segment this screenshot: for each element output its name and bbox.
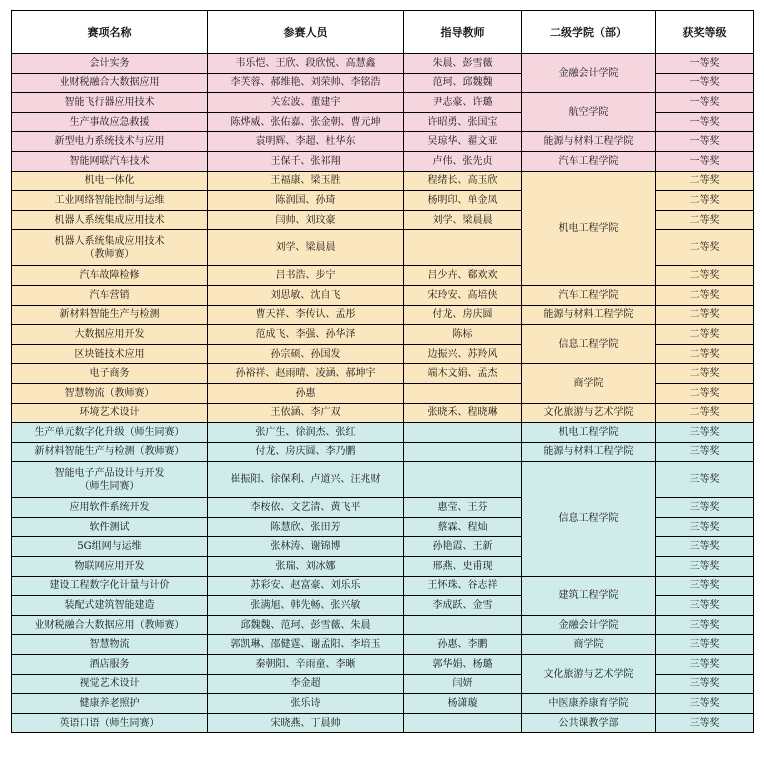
header-contest: 赛项名称 xyxy=(12,11,208,54)
members-cell: 王福康、梁玉胜 xyxy=(208,171,404,191)
members-cell: 王依涵、李广双 xyxy=(208,403,404,423)
teachers-cell: 惠莹、王芬 xyxy=(404,498,522,518)
college-cell: 信息工程学院 xyxy=(522,462,656,576)
members-cell: 陈润国、孙琦 xyxy=(208,191,404,211)
members-cell: 吕书浩、步宁 xyxy=(208,266,404,286)
award-cell: 三等奖 xyxy=(656,517,754,537)
contest-cell: 5G组网与运维 xyxy=(12,537,208,557)
award-cell: 三等奖 xyxy=(656,537,754,557)
award-cell: 二等奖 xyxy=(656,266,754,286)
award-cell: 三等奖 xyxy=(656,674,754,694)
contest-cell: 生产单元数字化升级（师生同赛） xyxy=(12,423,208,443)
table-row xyxy=(12,615,754,635)
table-row xyxy=(12,576,754,596)
members-cell: 韦乐恺、王欣、段欣悦、高慧鑫 xyxy=(208,54,404,74)
teachers-cell: 吕少卉、郗欢欢 xyxy=(404,266,522,286)
header-award: 获奖等级 xyxy=(656,11,754,54)
members-cell: 王保千、张祁翔 xyxy=(208,151,404,171)
contest-cell: 物联网应用开发 xyxy=(12,557,208,577)
contest-cell: 新材料智能生产与检测 xyxy=(12,305,208,325)
table-row xyxy=(12,655,754,675)
teachers-cell: 蔡霖、程灿 xyxy=(404,517,522,537)
contest-cell: 区块链技术应用 xyxy=(12,344,208,364)
award-cell: 三等奖 xyxy=(656,576,754,596)
college-cell: 航空学院 xyxy=(522,93,656,132)
college-cell: 汽车工程学院 xyxy=(522,285,656,305)
college-cell: 机电工程学院 xyxy=(522,171,656,285)
contest-cell: 业财税融合大数据应用 xyxy=(12,73,208,93)
contest-cell: 智能网联汽车技术 xyxy=(12,151,208,171)
teachers-cell: 付龙、房庆圆 xyxy=(404,305,522,325)
college-cell: 能源与材料工程学院 xyxy=(522,442,656,462)
members-cell: 闫帅、刘玟豪 xyxy=(208,210,404,230)
contest-cell: 智慧物流 xyxy=(12,635,208,655)
contest-cell: 电子商务 xyxy=(12,364,208,384)
table-row xyxy=(12,132,754,152)
contest-cell: 智能飞行器应用技术 xyxy=(12,93,208,113)
college-cell: 金融会计学院 xyxy=(522,615,656,635)
college-cell: 金融会计学院 xyxy=(522,54,656,93)
teachers-cell: 范珂、邱魏魏 xyxy=(404,73,522,93)
contest-cell: 英语口语（师生同赛） xyxy=(12,713,208,733)
college-cell: 商学院 xyxy=(522,635,656,655)
awards-table xyxy=(11,10,754,733)
teachers-cell xyxy=(404,230,522,266)
teachers-cell: 尹志豪、许璐 xyxy=(404,93,522,113)
college-cell: 商学院 xyxy=(522,364,656,403)
award-cell: 二等奖 xyxy=(656,403,754,423)
contest-cell: 新型电力系统技术与应用 xyxy=(12,132,208,152)
award-cell: 三等奖 xyxy=(656,635,754,655)
award-cell: 一等奖 xyxy=(656,73,754,93)
members-cell: 曹天祥、李传认、孟彤 xyxy=(208,305,404,325)
table-row xyxy=(12,694,754,714)
contest-cell: 大数据应用开发 xyxy=(12,325,208,345)
members-cell: 张瑞、刘冰娜 xyxy=(208,557,404,577)
award-cell: 三等奖 xyxy=(656,462,754,498)
teachers-cell: 陈标 xyxy=(404,325,522,345)
header-teachers: 指导教师 xyxy=(404,11,522,54)
contest-cell: 新材料智能生产与检测（教师赛） xyxy=(12,442,208,462)
table-row xyxy=(12,423,754,443)
award-cell: 三等奖 xyxy=(656,498,754,518)
teachers-cell: 刘学、梁晨晨 xyxy=(404,210,522,230)
teachers-cell xyxy=(404,383,522,403)
teachers-cell: 郭华娟、杨璐 xyxy=(404,655,522,675)
teachers-cell: 王怀珠、谷志祥 xyxy=(404,576,522,596)
award-cell: 二等奖 xyxy=(656,191,754,211)
table-row xyxy=(12,93,754,113)
award-cell: 二等奖 xyxy=(656,210,754,230)
award-cell: 一等奖 xyxy=(656,132,754,152)
contest-cell: 生产事故应急救援 xyxy=(12,112,208,132)
teachers-cell: 卢伟、张先贞 xyxy=(404,151,522,171)
award-cell: 二等奖 xyxy=(656,364,754,384)
college-cell: 能源与材料工程学院 xyxy=(522,305,656,325)
table-row xyxy=(12,713,754,733)
award-cell: 二等奖 xyxy=(656,344,754,364)
teachers-cell: 孙惠、李鹏 xyxy=(404,635,522,655)
teachers-cell: 闫妍 xyxy=(404,674,522,694)
members-cell: 张林涛、谢锦博 xyxy=(208,537,404,557)
table-row xyxy=(12,462,754,498)
college-cell: 文化旅游与艺术学院 xyxy=(522,403,656,423)
college-cell: 机电工程学院 xyxy=(522,423,656,443)
teachers-cell: 李成跃、金雪 xyxy=(404,596,522,616)
teachers-cell: 张晓禾、程晓琳 xyxy=(404,403,522,423)
teachers-cell: 邢燕、史甫现 xyxy=(404,557,522,577)
teachers-cell xyxy=(404,423,522,443)
table-row xyxy=(12,635,754,655)
members-cell: 孙惠 xyxy=(208,383,404,403)
college-cell: 公共课教学部 xyxy=(522,713,656,733)
members-cell: 秦朝阳、辛雨童、李晰 xyxy=(208,655,404,675)
award-cell: 二等奖 xyxy=(656,230,754,266)
table-row xyxy=(12,285,754,305)
contest-cell: 软件测试 xyxy=(12,517,208,537)
contest-cell: 智能电子产品设计与开发 （师生同赛） xyxy=(12,462,208,498)
members-cell: 郭凯琳、邵健霆、谢孟阳、李培玉 xyxy=(208,635,404,655)
members-cell: 李芙蓉、郝维艳、刘荣帅、李铭浩 xyxy=(208,73,404,93)
members-cell: 张乐诗 xyxy=(208,694,404,714)
table-row xyxy=(12,364,754,384)
college-cell: 建筑工程学院 xyxy=(522,576,656,615)
award-cell: 二等奖 xyxy=(656,171,754,191)
college-cell: 信息工程学院 xyxy=(522,325,656,364)
teachers-cell: 边振兴、苏羚风 xyxy=(404,344,522,364)
college-cell: 中医康养康育学院 xyxy=(522,694,656,714)
award-cell: 二等奖 xyxy=(656,305,754,325)
members-cell: 范成飞、李强、孙华泽 xyxy=(208,325,404,345)
award-cell: 三等奖 xyxy=(656,655,754,675)
award-cell: 三等奖 xyxy=(656,694,754,714)
award-cell: 一等奖 xyxy=(656,93,754,113)
header-members: 参赛人员 xyxy=(208,11,404,54)
contest-cell: 业财税融合大数据应用（教师赛） xyxy=(12,615,208,635)
members-cell: 袁明辉、李超、杜华东 xyxy=(208,132,404,152)
contest-cell: 机器人系统集成应用技术 （教师赛） xyxy=(12,230,208,266)
award-cell: 二等奖 xyxy=(656,285,754,305)
members-cell: 张满旭、韩先畅、张兴敏 xyxy=(208,596,404,616)
teachers-cell: 杨明印、单金凤 xyxy=(404,191,522,211)
members-cell: 邱魏魏、范珂、彭雪薇、朱晨 xyxy=(208,615,404,635)
table-row xyxy=(12,151,754,171)
teachers-cell: 杨潇璇 xyxy=(404,694,522,714)
contest-cell: 工业网络智能控制与运维 xyxy=(12,191,208,211)
table-row xyxy=(12,325,754,345)
contest-cell: 机器人系统集成应用技术 xyxy=(12,210,208,230)
members-cell: 宋晓燕、丁晨帅 xyxy=(208,713,404,733)
members-cell: 陈慧欣、张田芳 xyxy=(208,517,404,537)
table-row xyxy=(12,305,754,325)
college-cell: 文化旅游与艺术学院 xyxy=(522,655,656,694)
award-cell: 二等奖 xyxy=(656,325,754,345)
table-row xyxy=(12,442,754,462)
members-cell: 关宏波、董建宇 xyxy=(208,93,404,113)
table-row xyxy=(12,403,754,423)
teachers-cell: 端木文娟、孟杰 xyxy=(404,364,522,384)
teachers-cell xyxy=(404,462,522,498)
teachers-cell xyxy=(404,442,522,462)
contest-cell: 环境艺术设计 xyxy=(12,403,208,423)
members-cell: 李金超 xyxy=(208,674,404,694)
contest-cell: 建设工程数字化计量与计价 xyxy=(12,576,208,596)
contest-cell: 健康养老照护 xyxy=(12,694,208,714)
members-cell: 付龙、房庆圆、李乃鹏 xyxy=(208,442,404,462)
table-row xyxy=(12,54,754,74)
contest-cell: 汽车故障检修 xyxy=(12,266,208,286)
members-cell: 刘学、梁晨晨 xyxy=(208,230,404,266)
award-cell: 一等奖 xyxy=(656,151,754,171)
contest-cell: 汽车营销 xyxy=(12,285,208,305)
table-body xyxy=(12,54,754,733)
teachers-cell xyxy=(404,615,522,635)
table-row xyxy=(12,171,754,191)
members-cell: 陈烨威、张佑嘉、张金朝、曹元坤 xyxy=(208,112,404,132)
contest-cell: 智慧物流（教师赛） xyxy=(12,383,208,403)
award-cell: 三等奖 xyxy=(656,557,754,577)
contest-cell: 会计实务 xyxy=(12,54,208,74)
teachers-cell: 朱晨、彭雪薇 xyxy=(404,54,522,74)
college-cell: 能源与材料工程学院 xyxy=(522,132,656,152)
teachers-cell: 程绪长、高玉欣 xyxy=(404,171,522,191)
members-cell: 张广生、徐润杰、张红 xyxy=(208,423,404,443)
teachers-cell: 宋玲安、高培侠 xyxy=(404,285,522,305)
award-cell: 三等奖 xyxy=(656,596,754,616)
award-cell: 三等奖 xyxy=(656,442,754,462)
teachers-cell: 吴琼华、翟文亚 xyxy=(404,132,522,152)
award-cell: 二等奖 xyxy=(656,383,754,403)
members-cell: 孙裕祥、赵雨晴、凌涵、郝坤宇 xyxy=(208,364,404,384)
award-cell: 一等奖 xyxy=(656,54,754,74)
contest-cell: 机电一体化 xyxy=(12,171,208,191)
contest-cell: 酒店服务 xyxy=(12,655,208,675)
award-cell: 三等奖 xyxy=(656,615,754,635)
members-cell: 苏彩安、赵富豪、刘乐乐 xyxy=(208,576,404,596)
contest-cell: 视觉艺术设计 xyxy=(12,674,208,694)
college-cell: 汽车工程学院 xyxy=(522,151,656,171)
award-cell: 三等奖 xyxy=(656,423,754,443)
members-cell: 李桉依、文艺清、黄飞平 xyxy=(208,498,404,518)
members-cell: 孙宗硕、孙国发 xyxy=(208,344,404,364)
award-cell: 三等奖 xyxy=(656,713,754,733)
teachers-cell xyxy=(404,713,522,733)
teachers-cell: 孙艳霞、王新 xyxy=(404,537,522,557)
members-cell: 崔振阳、徐保利、卢道兴、汪兆财 xyxy=(208,462,404,498)
members-cell: 刘思敏、沈自飞 xyxy=(208,285,404,305)
contest-cell: 应用软件系统开发 xyxy=(12,498,208,518)
header-college: 二级学院（部） xyxy=(522,11,656,54)
contest-cell: 装配式建筑智能建造 xyxy=(12,596,208,616)
header-row xyxy=(12,11,754,54)
award-cell: 一等奖 xyxy=(656,112,754,132)
teachers-cell: 许昭勇、张国宝 xyxy=(404,112,522,132)
